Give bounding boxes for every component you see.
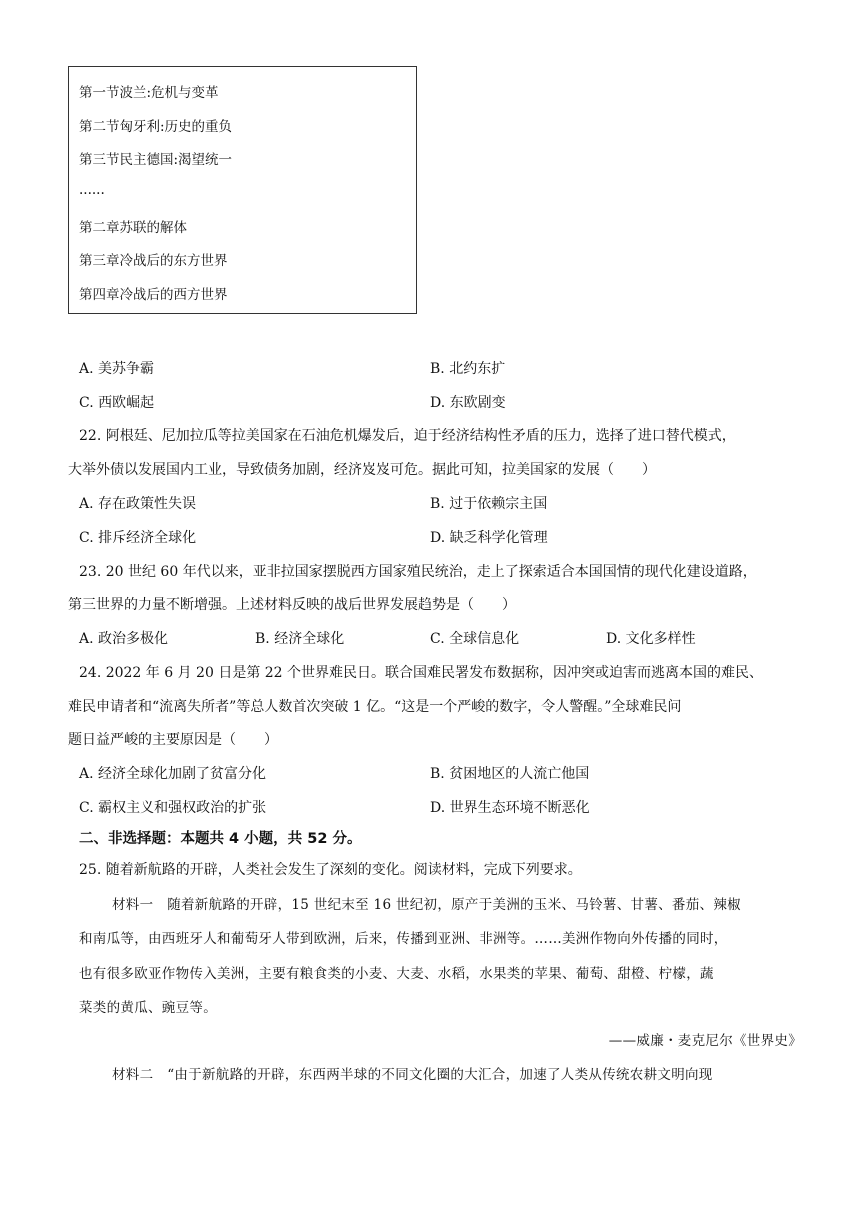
toc-line: 第三节民主德国:渴望统一 bbox=[79, 152, 233, 168]
q23-option-c[interactable]: C. 全球信息化 bbox=[430, 631, 520, 647]
q23-option-a[interactable]: A. 政治多极化 bbox=[79, 631, 169, 647]
q22-stem-line: 大举外债以发展国内工业，导致债务加剧，经济岌岌可危。据此可知，拉美国家的发展（ ） bbox=[68, 462, 656, 478]
q21-option-a[interactable]: A. 美苏争霸 bbox=[79, 361, 155, 377]
q24-stem-line: 难民申请者和“流离失所者”等总人数首次突破 1 亿。“这是一个严峻的数字，令人警醒。”全球难民问 bbox=[68, 699, 682, 715]
material-one-line: 也有很多欧亚作物传入美洲，主要有粮食类的小麦、大麦、水稻，水果类的苹果、葡萄、甜橙、柠檬，蔬 bbox=[79, 966, 714, 982]
q23-option-d[interactable]: D. 文化多样性 bbox=[606, 631, 696, 647]
q24-option-d[interactable]: D. 世界生态环境不断恶化 bbox=[430, 800, 590, 816]
q25-stem: 25. 随着新航路的开辟，人类社会发生了深刻的变化。阅读材料，完成下列要求。 bbox=[79, 862, 582, 878]
toc-box bbox=[68, 66, 417, 314]
q24-option-a[interactable]: A. 经济全球化加剧了贫富分化 bbox=[79, 766, 267, 782]
q24-stem-line: 24. 2022 年 6 月 20 日是第 22 个世界难民日。联合国难民署发布数据称，因冲突或迫害而逃离本国的难民、 bbox=[79, 665, 764, 681]
toc-line: 第二章苏联的解体 bbox=[79, 220, 187, 236]
material-two-line: 材料二 “由于新航路的开辟，东西两半球的不同文化圈的大汇合，加速了人类从传统农耕文明向现 bbox=[112, 1067, 713, 1083]
q22-option-a[interactable]: A. 存在政策性失误 bbox=[79, 496, 197, 512]
q24-option-c[interactable]: C. 霸权主义和强权政治的扩张 bbox=[79, 800, 267, 816]
q22-option-b[interactable]: B. 过于依赖宗主国 bbox=[430, 496, 548, 512]
q21-option-c[interactable]: C. 西欧崛起 bbox=[79, 395, 155, 411]
q23-option-b[interactable]: B. 经济全球化 bbox=[255, 631, 345, 647]
q23-stem-line: 23. 20 世纪 60 年代以来，亚非拉国家摆脱西方国家殖民统治，走上了探索适合本国国情的现代化建设道路， bbox=[79, 564, 757, 580]
q22-option-d[interactable]: D. 缺乏科学化管理 bbox=[430, 530, 548, 546]
toc-line: 第二节匈牙利:历史的重负 bbox=[79, 119, 233, 135]
q22-option-c[interactable]: C. 排斥经济全球化 bbox=[79, 530, 197, 546]
material-one-source: ——威廉・麦克尼尔《世界史》 bbox=[608, 1033, 802, 1049]
material-one-line: 材料一 随着新航路的开辟，15 世纪末至 16 世纪初，原产于美洲的玉米、马铃薯、甘薯、番茄、辣椒 bbox=[112, 897, 741, 913]
toc-line: 第三章冷战后的东方世界 bbox=[79, 253, 228, 269]
q24-option-b[interactable]: B. 贫困地区的人流亡他国 bbox=[430, 766, 590, 782]
toc-line: 第一节波兰:危机与变革 bbox=[79, 85, 219, 101]
q23-stem-line: 第三世界的力量不断增强。上述材料反映的战后世界发展趋势是（ ） bbox=[68, 597, 516, 613]
q21-option-d[interactable]: D. 东欧剧变 bbox=[430, 395, 506, 411]
toc-line: 第四章冷战后的西方世界 bbox=[79, 287, 228, 303]
toc-line: ...... bbox=[79, 182, 105, 198]
section-heading: 二、非选择题：本题共 4 小题，共 52 分。 bbox=[79, 831, 362, 847]
material-one-line: 和南瓜等，由西班牙人和葡萄牙人带到欧洲，后来，传播到亚洲、非洲等。……美洲作物向外传播的同时， bbox=[79, 931, 728, 947]
q24-stem-line: 题日益严峻的主要原因是（ ） bbox=[68, 732, 278, 748]
q22-stem-line: 22. 阿根廷、尼加拉瓜等拉美国家在石油危机爆发后，迫于经济结构性矛盾的压力，选择了进口替代模式， bbox=[79, 428, 736, 444]
material-one-line: 菜类的黄瓜、豌豆等。 bbox=[79, 1000, 217, 1016]
q21-option-b[interactable]: B. 北约东扩 bbox=[430, 361, 506, 377]
